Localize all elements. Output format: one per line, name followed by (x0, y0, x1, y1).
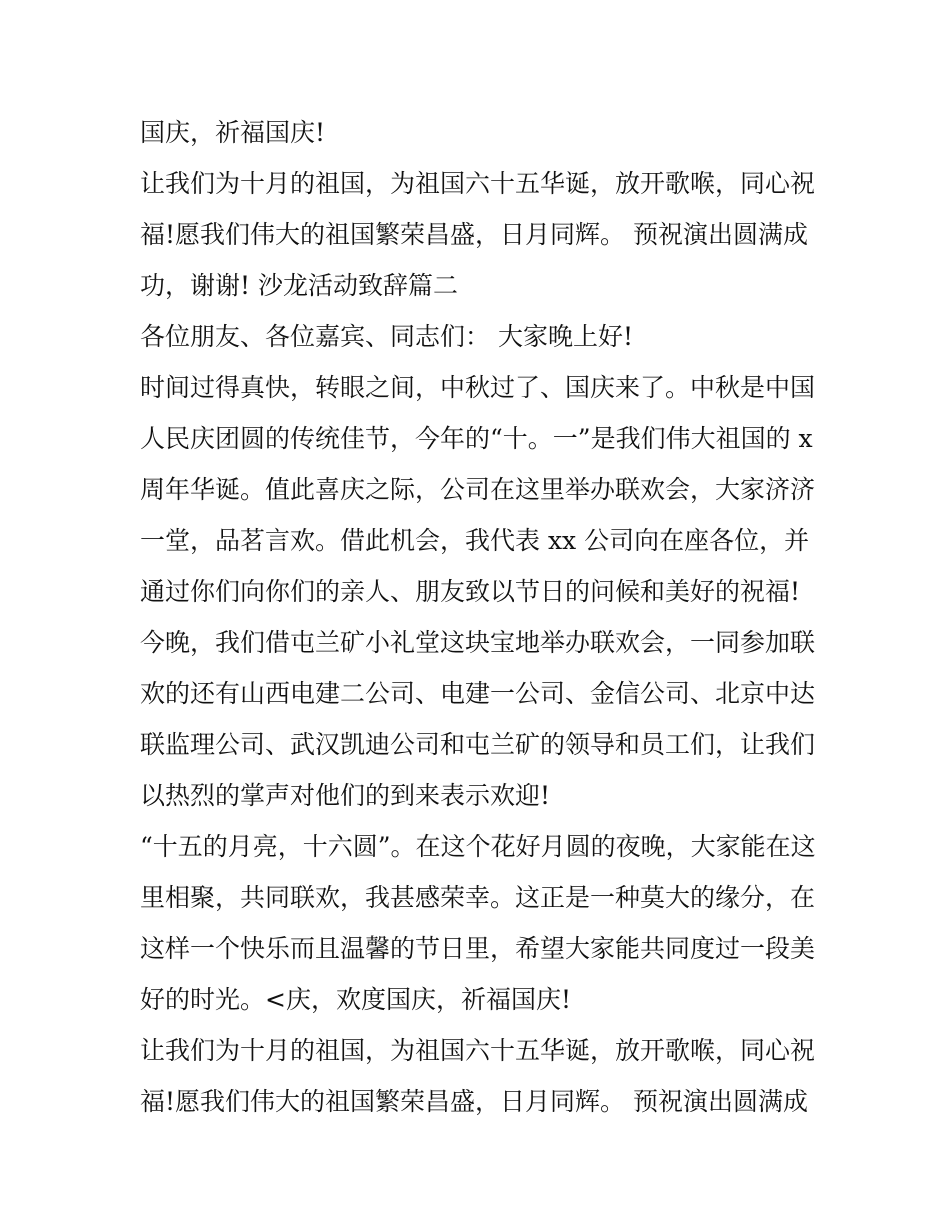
text-line-11: 今晚，我们借屯兰矿小礼堂这块宝地举办联欢会，一同参加联 (140, 628, 816, 657)
text-line-13: 联监理公司、武汉凯迪公司和屯兰矿的领导和员工们，让我们 (140, 730, 816, 759)
text-line-5: 各位朋友、各位嘉宾、同志们： 大家晚上好! (140, 322, 633, 351)
text-line-18: 好的时光。<庆，欢度国庆，祈福国庆! (140, 985, 571, 1014)
text-line-19: 让我们为十月的祖国，为祖国六十五华诞，放开歌喉，同心祝 (140, 1036, 816, 1065)
text-line-15: “十五的月亮，十六圆”。在这个花好月圆的夜晚，大家能在这 (140, 832, 816, 861)
text-line-16: 里相聚，共同联欢，我甚感荣幸。这正是一种莫大的缘分，在 (140, 883, 816, 912)
text-line-17: 这样一个快乐而且温馨的节日里，希望大家能共同度过一段美 (140, 934, 816, 963)
text-line-8: 周年华诞。值此喜庆之际，公司在这里举办联欢会，大家济济 (140, 475, 816, 504)
text-line-2: 让我们为十月的祖国，为祖国六十五华诞，放开歌喉，同心祝 (140, 169, 816, 198)
text-line-9: 一堂，品茗言欢。借此机会，我代表 xx 公司向在座各位，并 (140, 526, 810, 555)
text-line-1: 国庆，祈福国庆! (140, 118, 326, 147)
text-line-3: 福!愿我们伟大的祖国繁荣昌盛，日月同辉。 预祝演出圆满成 (140, 220, 808, 249)
text-line-14: 以热烈的掌声对他们的到来表示欢迎! (140, 781, 551, 810)
text-line-4: 功，谢谢! 沙龙活动致辞篇二 (140, 271, 458, 300)
text-line-7: 人民庆团圆的传统佳节，今年的“十。一”是我们伟大祖国的 x (140, 424, 813, 453)
document-body (140, 107, 820, 1127)
text-line-10: 通过你们向你们的亲人、朋友致以节日的问候和美好的祝福! (140, 577, 801, 606)
text-line-6: 时间过得真快，转眼之间，中秋过了、国庆来了。中秋是中国 (140, 373, 816, 402)
text-line-12: 欢的还有山西电建二公司、电建一公司、金信公司、北京中达 (140, 679, 816, 708)
text-line-20: 福!愿我们伟大的祖国繁荣昌盛，日月同辉。 预祝演出圆满成 (140, 1087, 808, 1116)
